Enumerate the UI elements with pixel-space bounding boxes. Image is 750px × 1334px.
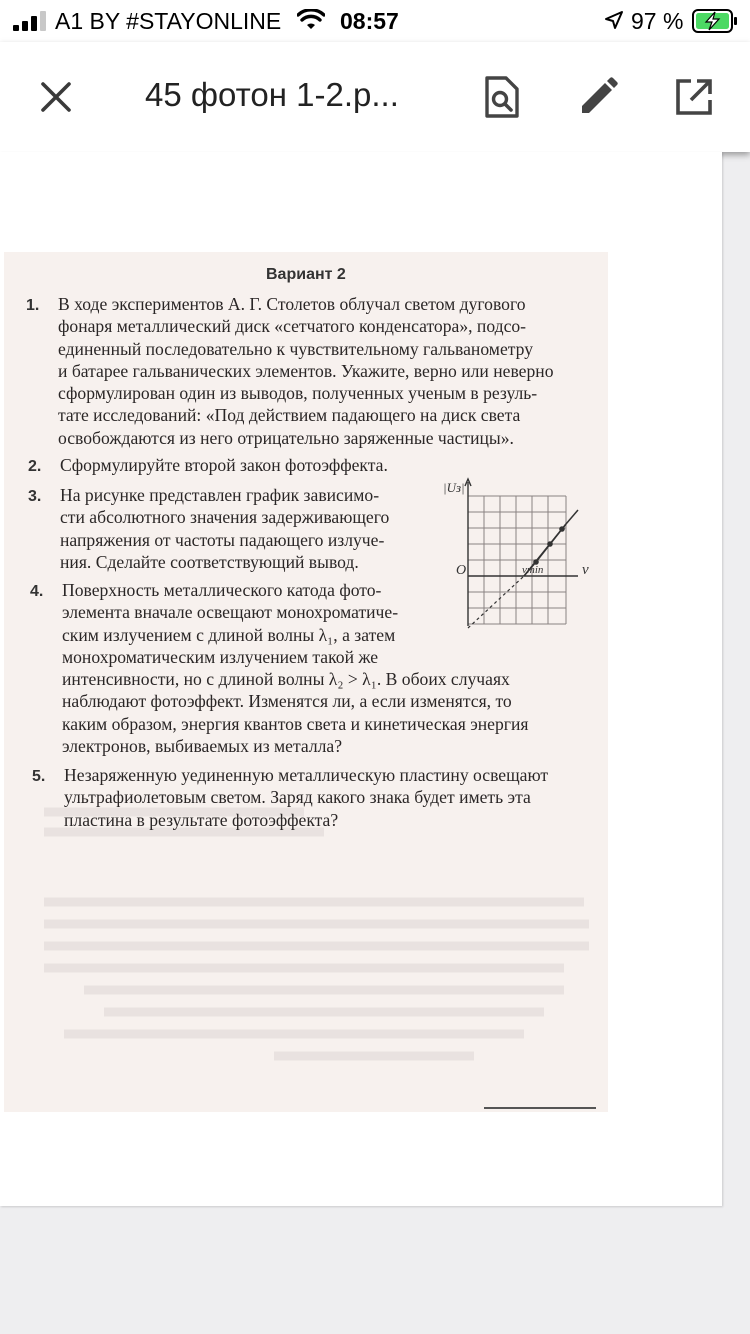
task-line: наблюдают фотоэффект. Изменятся ли, а если изменятся, то <box>62 691 512 712</box>
task-line: интенсивности, но с длиной волны λ₂ > λ₁. В обоих случаях <box>62 669 510 690</box>
carrier-name: A1 BY #STAYONLINE <box>55 8 282 34</box>
task-line: освобождаются из него отрицательно заряженные частицы». <box>58 427 514 448</box>
task-number: 4. <box>30 583 44 600</box>
task-line: Поверхность металлического катода фото- <box>62 580 382 600</box>
task-number: 1. <box>26 297 40 314</box>
task-number: 2. <box>28 458 42 475</box>
task-number: 5. <box>32 768 46 785</box>
find-in-page-icon[interactable] <box>478 73 526 121</box>
task-line: На рисунке представлен график зависимо- <box>60 485 380 505</box>
task-line: пластина в результате фотоэффекта? <box>64 809 339 830</box>
task-line: электронов, выбиваемых из металла? <box>62 736 343 757</box>
y-axis-label: |Uз| <box>443 480 465 495</box>
viewer-toolbar <box>0 42 750 152</box>
task-line: монохроматическим излучением такой же <box>62 646 379 667</box>
task-1-text <box>58 293 554 449</box>
open-in-new-icon[interactable] <box>670 73 718 121</box>
task-line: В ходе экспериментов А. Г. Столетов облучал светом дугового <box>58 294 526 314</box>
pencil-icon[interactable] <box>574 73 622 121</box>
task-line: сти абсолютного значения задерживающего <box>60 507 390 528</box>
task-line: и батарее гальванических элементов. Укажите, верно или неверно <box>58 360 554 381</box>
task-3-text <box>60 484 389 573</box>
task-line: ским излучением с длиной волны λ₁, а затем <box>62 624 396 645</box>
wifi-icon <box>297 9 325 31</box>
threshold-frequency-label: νmin <box>522 564 544 576</box>
x-axis-label: ν <box>582 562 589 578</box>
clock: 08:57 <box>340 8 399 34</box>
battery-percent: 97 % <box>631 8 684 34</box>
task-line: напряжения от частоты падающего излуче- <box>60 529 385 550</box>
stopping-voltage-graph <box>432 476 602 646</box>
data-point <box>559 526 565 532</box>
task-line: тате исследований: «Под действием падающего на диск света <box>58 405 521 426</box>
task-line: элемента вначале освещают монохроматиче- <box>62 602 399 623</box>
scanned-page-image <box>4 252 608 1112</box>
status-bar <box>0 0 750 42</box>
bottom-rule <box>484 1107 596 1109</box>
task-line: ния. Сделайте соответствующий вывод. <box>60 551 359 572</box>
data-point <box>547 541 553 547</box>
origin-label: O <box>456 563 467 578</box>
task-5-text <box>64 764 548 831</box>
task-line: каким образом, энергия квантов света и кинетическая энергия <box>62 713 529 734</box>
location-arrow-icon <box>604 10 624 30</box>
task-line: сформулирован один из выводов, полученных ученым в резуль- <box>58 383 538 404</box>
document-title: 45 фотон 1-2.p... <box>145 76 399 113</box>
task-2-text <box>60 454 388 476</box>
cellular-signal-icon <box>13 11 47 31</box>
close-icon[interactable] <box>32 73 80 121</box>
task-line: Незаряженную уединенную металлическую пластину освещают <box>64 765 549 785</box>
task-line: Сформулируйте второй закон фотоэффекта. <box>60 455 388 475</box>
task-number: 3. <box>28 488 42 505</box>
task-line: ультрафиолетовым светом. Заряд какого знака будет иметь эта <box>64 787 531 808</box>
variant-heading: Вариант 2 <box>266 266 346 283</box>
document-page[interactable] <box>0 152 722 1206</box>
task-line: фонаря металлический диск «сетчатого конденсатора», подсо- <box>58 316 527 337</box>
battery-charging-icon <box>692 9 738 33</box>
task-line: единенный последовательно к чувствительному гальванометру <box>58 338 534 359</box>
